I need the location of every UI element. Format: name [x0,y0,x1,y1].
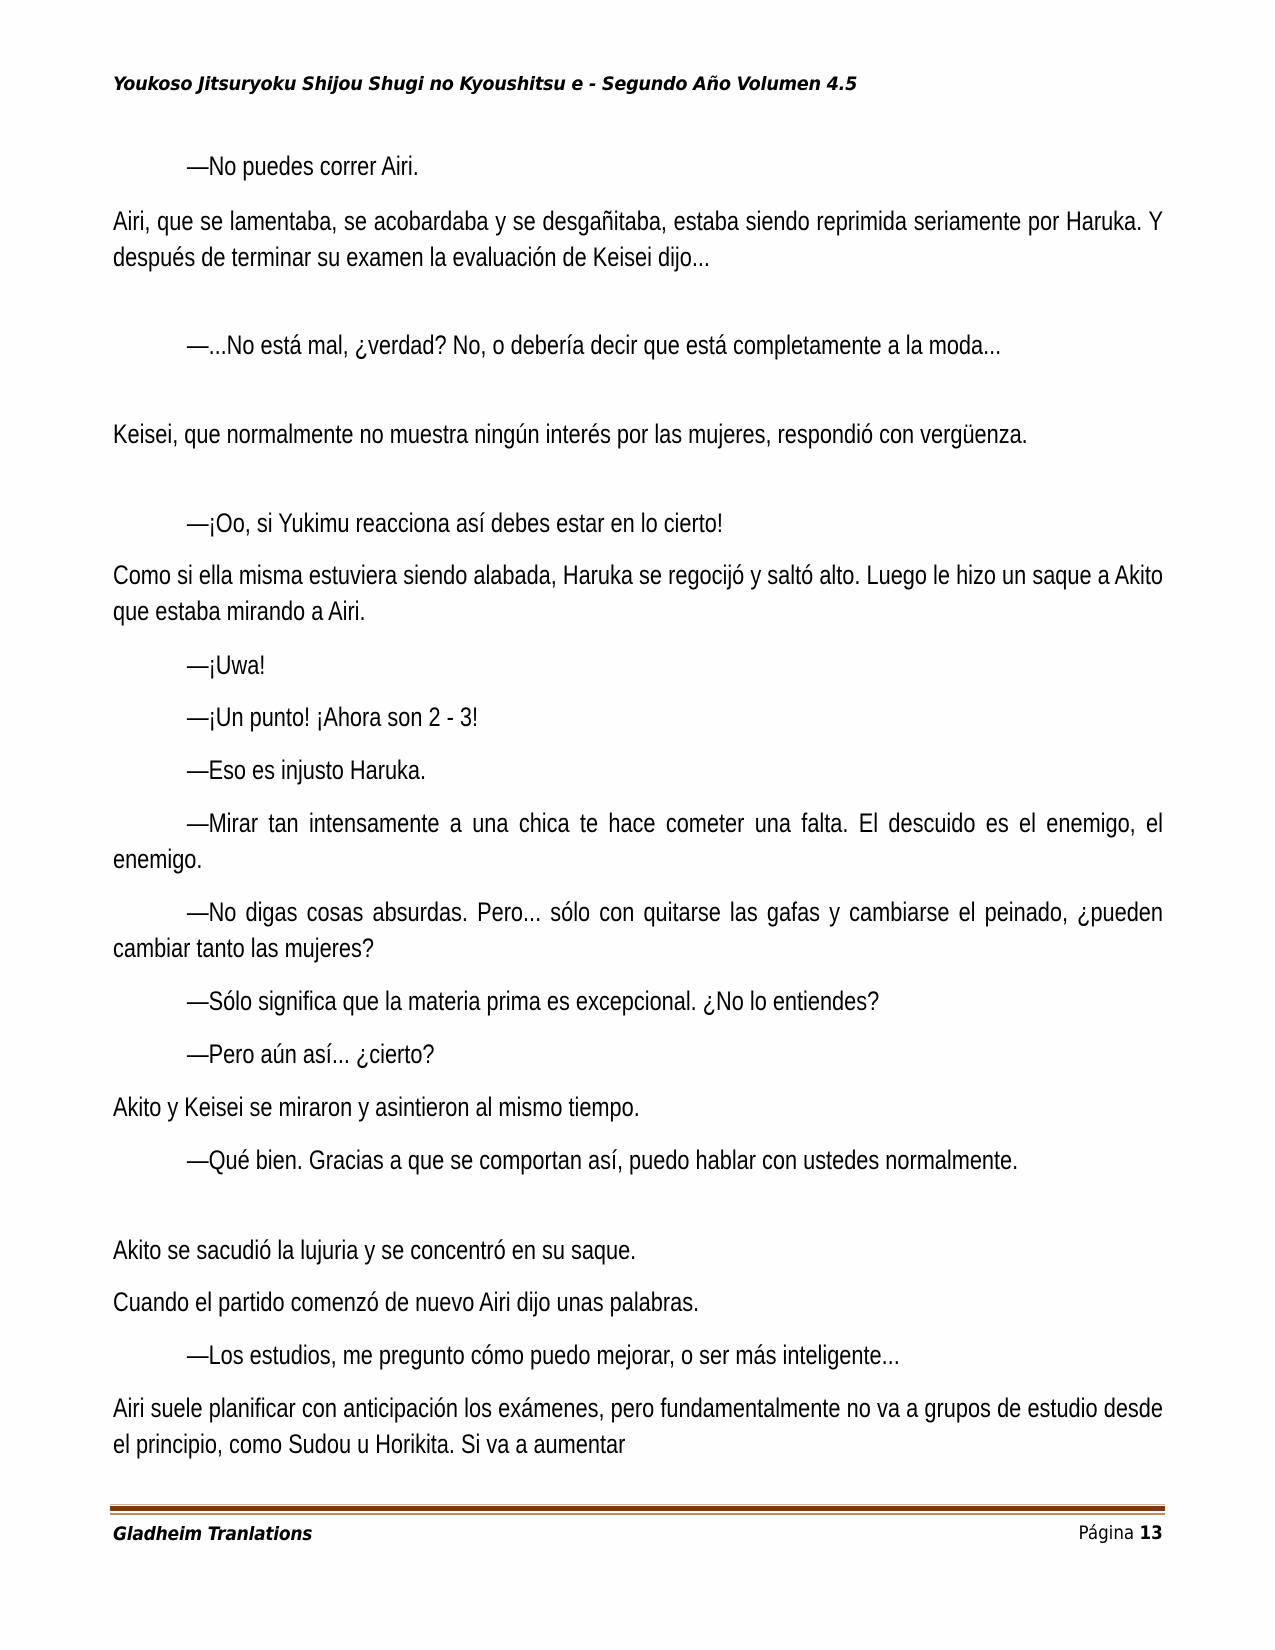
paragraph-dialog: —...No está mal, ¿verdad? No, o debería decir que está completamente a la moda... [186,330,1002,360]
paragraph-narration: Cuando el partido comenzó de nuevo Airi dijo unas palabras. [113,1287,700,1317]
footer-translator-credit: Gladheim Tranlations [113,1523,313,1545]
paragraph-dialog: —Pero aún así... ¿cierto? [186,1039,435,1069]
paragraph-dialog: —Mirar tan intensamente a una chica te hace cometer una falta. El descuido es el enemigo, el enemigo. [113,808,1163,875]
paragraph-dialog: —¡Uwa! [186,650,266,680]
paragraph-narration: Akito y Keisei se miraron y asintieron al mismo tiempo. [113,1092,640,1122]
paragraph-narration: Keisei, que normalmente no muestra ningún interés por las mujeres, respondió con vergüenza. [113,419,1028,449]
paragraph-narration: Como si ella misma estuviera siendo alabada, Haruka se regocijó y saltó alto. Luego le hizo un saque a Akito que estaba mirando a Airi. [113,560,1163,627]
footer-rule [110,1506,1165,1511]
paragraph-dialog: —¡Un punto! ¡Ahora son 2 - 3! [186,702,479,732]
footer-rule-thin [110,1513,1165,1515]
paragraph-dialog: —No digas cosas absurdas. Pero... sólo con quitarse las gafas y cambiarse el peinado, ¿pueden cambiar tanto las mujeres? [113,897,1163,964]
page-label: Página [1078,1522,1135,1544]
paragraph-dialog: —Sólo significa que la materia prima es excepcional. ¿No lo entiendes? [186,986,880,1016]
paragraph-dialog: —Eso es injusto Haruka. [186,755,427,785]
paragraph-dialog: —Los estudios, me pregunto cómo puedo mejorar, o ser más inteligente... [186,1340,900,1370]
paragraph-dialog: —Qué bien. Gracias a que se comportan así, puedo hablar con ustedes normalmente. [186,1145,1019,1175]
paragraph-dialog: —¡Oo, si Yukimu reacciona así debes estar en lo cierto! [186,508,723,538]
paragraph-narration: Airi, que se lamentaba, se acobardaba y se desgañitaba, estaba siendo reprimida seriamente por Haruka. Y después de terminar su examen la evaluación de Keisei dijo... [113,206,1163,273]
paragraph-narration: Akito se sacudió la lujuria y se concentró en su saque. [113,1235,637,1265]
page-number: 13 [1139,1522,1163,1544]
page-number-label [1079,1522,1163,1544]
running-header-title: Youkoso Jitsuryoku Shijou Shugi no Kyoushitsu e - Segundo Año Volumen 4.5 [113,73,858,95]
paragraph-dialog: —No puedes correr Airi. [186,151,419,181]
footer-rule-highlight [110,1504,1165,1505]
paragraph-narration: Airi suele planificar con anticipación los exámenes, pero fundamentalmente no va a grupos de estudio desde el principio, como Sudou u Horikita. Si va a aumentar [113,1393,1163,1460]
